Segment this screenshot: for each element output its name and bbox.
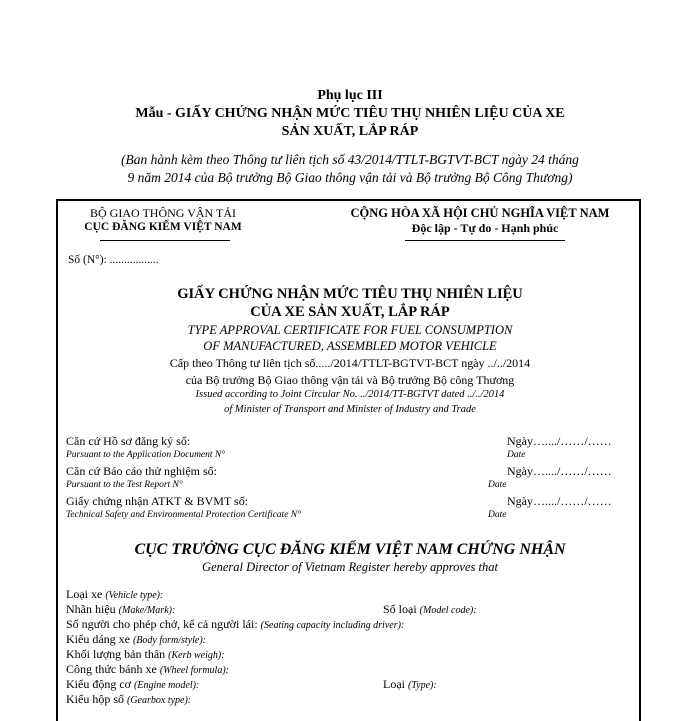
field-model-code-label: Số loại [383, 602, 417, 616]
field-type-label: Loại [383, 677, 405, 691]
reference-safety-cert-date-en: Date [488, 510, 507, 520]
reference-test-report-date: Ngày…..../……/…… [507, 464, 612, 478]
field-engine-label-en: (Engine model): [134, 680, 200, 691]
field-engine-label: Kiểu động cơ [66, 677, 131, 691]
field-gearbox-label-en: (Gearbox type): [127, 695, 192, 706]
reference-test-report-en: Pursuant to the Test Report N° [66, 480, 183, 490]
field-wheel-label: Công thức bánh xe [66, 662, 157, 676]
basis-vi-2: của Bộ trưởng Bộ Giao thông vận tải và Bộ trưởng Bộ công Thương [185, 373, 515, 387]
approval-heading-en: General Director of Vietnam Register hereby approves that [202, 560, 498, 574]
field-seating-label-en: (Seating capacity including driver): [260, 620, 405, 631]
certificate-title-vi-1: GIẤY CHỨNG NHẬN MỨC TIÊU THỤ NHIÊN LIỆU [177, 286, 523, 302]
field-type [383, 677, 437, 692]
certificate-title-en-1: TYPE APPROVAL CERTIFICATE FOR FUEL CONSUMPTION [187, 323, 513, 337]
field-gearbox-label: Kiểu hộp số [66, 692, 124, 706]
reference-application-date: Ngày…..../……/…… [507, 434, 612, 448]
document-title-line1: Mẫu - GIẤY CHỨNG NHẬN MỨC TIÊU THỤ NHIÊN LIỆU CỦA XE [135, 106, 565, 121]
field-type-label-en: (Type): [408, 680, 437, 691]
field-kerb-label: Khối lượng bản thân [66, 647, 166, 661]
reference-application-vi: Căn cứ Hồ sơ đăng ký số: [66, 434, 191, 448]
field-kerb-label-en: (Kerb weigh): [168, 650, 225, 661]
field-engine [66, 677, 199, 692]
field-wheel-label-en: (Wheel formula): [159, 665, 229, 676]
field-body-label: Kiểu dáng xe [66, 632, 130, 646]
certificate-title-en-2: OF MANUFACTURED, ASSEMBLED MOTOR VEHICLE [203, 339, 497, 353]
approval-heading-vi: CỤC TRƯỞNG CỤC ĐĂNG KIỂM VIỆT NAM CHỨNG NHẬN [134, 541, 566, 558]
reference-safety-cert-vi: Giấy chứng nhận ATKT & BVMT số: [66, 494, 249, 508]
field-make [66, 602, 175, 617]
basis-en-1: Issued according to Joint Circular No. ../2014/TT-BGTVT dated ../../2014 [195, 389, 505, 400]
field-body [66, 632, 206, 647]
republic-name: CỘNG HÒA XÃ HỘI CHỦ NGHĨA VIỆT NAM [350, 206, 610, 220]
field-body-label-en: (Body form/style): [132, 635, 207, 646]
motto-underline [405, 240, 565, 241]
field-wheel [66, 662, 229, 677]
certificate-number: Số (N°): ................. [68, 254, 159, 266]
appendix-label: Phụ lục III [317, 88, 383, 103]
reference-test-report-vi: Căn cứ Báo cáo thử nghiệm số: [66, 464, 217, 478]
reference-safety-cert-date: Ngày…..../……/…… [507, 494, 612, 508]
field-vehicle-type-label-en: (Vehicle type): [105, 590, 164, 601]
basis-en-2: of Minister of Transport and Minister of Industry and Trade [224, 404, 476, 415]
department-name: CỤC ĐĂNG KIỂM VIỆT NAM [84, 221, 242, 233]
department-underline [100, 240, 230, 241]
reference-safety-cert-en: Technical Safety and Environmental Protection Certificate N° [66, 510, 301, 520]
field-kerb [66, 647, 225, 662]
field-vehicle-type [66, 587, 163, 602]
certificate-title-vi-2: CỦA XE SẢN XUẤT, LẮP RÁP [250, 304, 450, 320]
ministry-name: BỘ GIAO THÔNG VẬN TẢI [90, 206, 236, 220]
field-seating [66, 617, 404, 632]
reference-test-report-date-en: Date [488, 480, 507, 490]
motto: Độc lập - Tự do - Hạnh phúc [411, 221, 559, 235]
basis-vi-1: Cấp theo Thông tư liên tịch số...../2014/TTLT-BGTVT-BCT ngày ../../2014 [169, 356, 531, 370]
field-make-label-en: (Make/Mark): [118, 605, 176, 616]
field-vehicle-type-label: Loại xe [66, 587, 103, 601]
reference-application-en: Pursuant to the Application Document N° [66, 450, 226, 460]
field-model-code [383, 602, 477, 617]
issued-note-line2: 9 năm 2014 của Bộ trưởng Bộ Giao thông vận tải và Bộ trưởng Bộ Công Thương) [127, 170, 573, 185]
field-seating-label: Số người cho phép chở, kể cả người lái: [66, 617, 258, 631]
document-title-line2: SẢN XUẤT, LẮP RÁP [281, 124, 419, 139]
field-make-label: Nhãn hiệu [66, 602, 116, 616]
field-model-code-label-en: (Model code): [419, 605, 477, 616]
issued-note-line1: (Ban hành kèm theo Thông tư liên tịch số 43/2014/TTLT-BGTVT-BCT ngày 24 tháng [121, 152, 579, 167]
reference-application-date-en: Date [507, 450, 526, 460]
